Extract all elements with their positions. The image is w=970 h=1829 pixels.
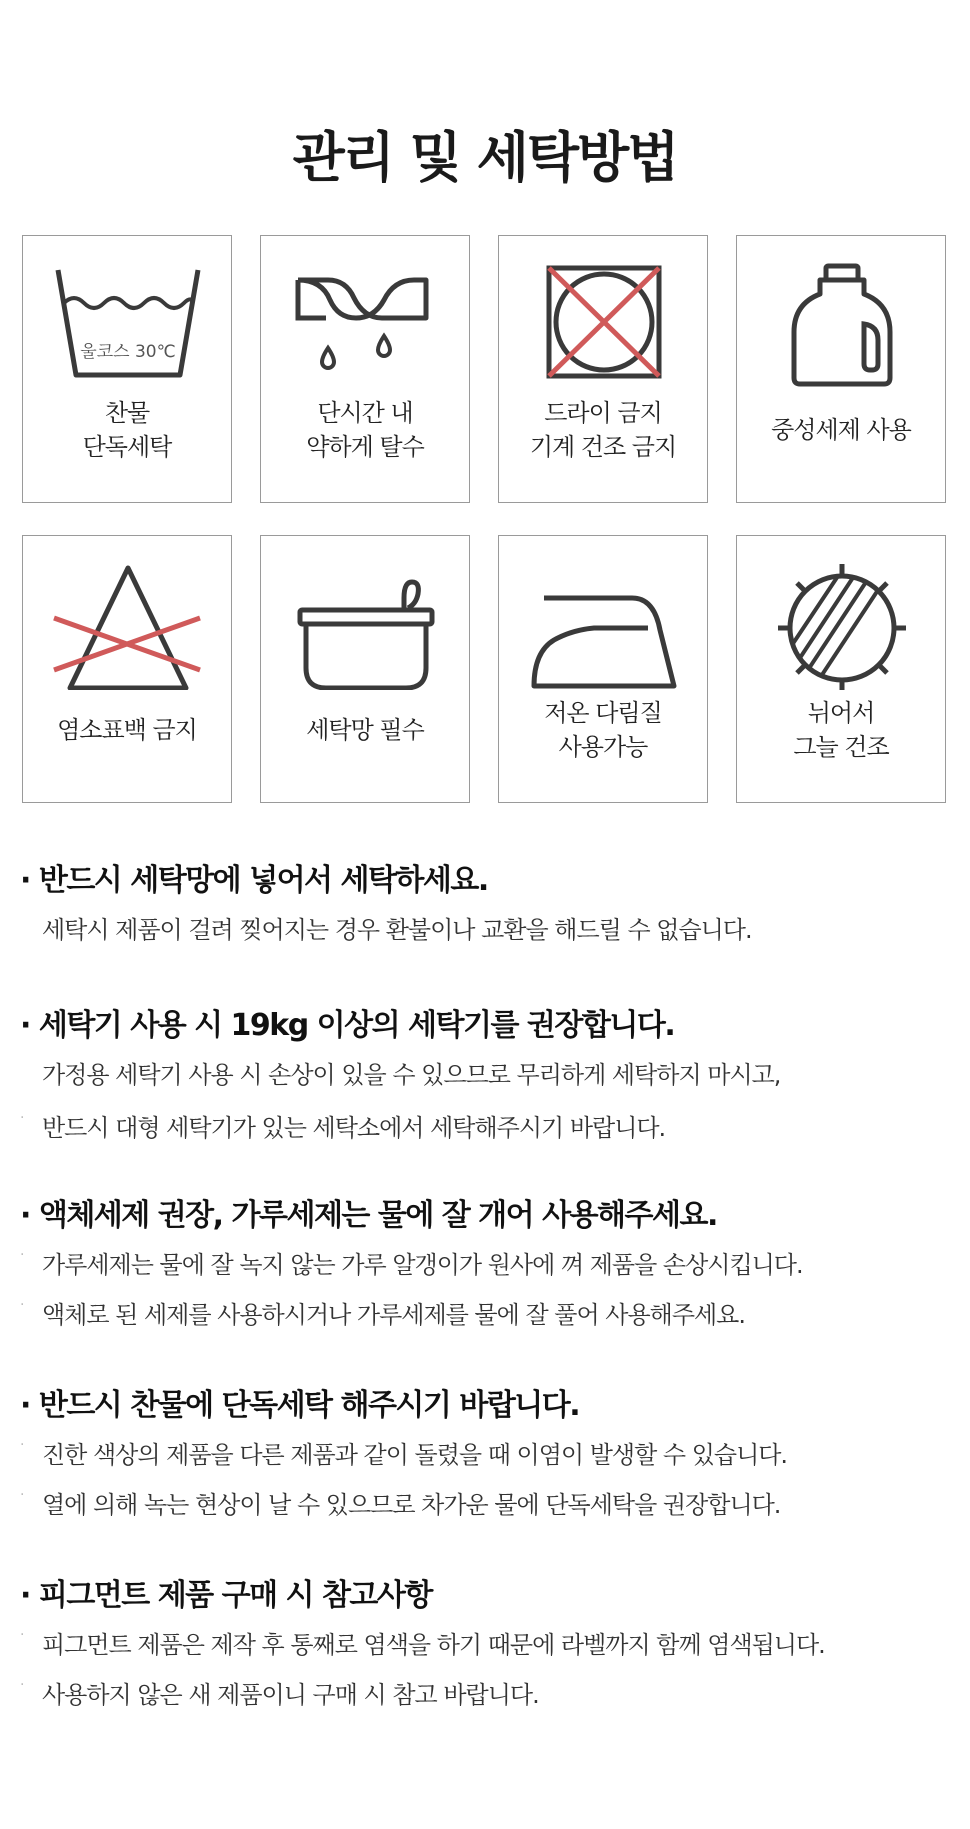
- card-label-line: 세탁망 필수: [306, 716, 424, 744]
- wash-tub-text: 울코스 30℃: [80, 342, 176, 362]
- card-label-line: 뉘어서: [807, 699, 875, 727]
- care-card-laundry-net: [260, 535, 470, 803]
- bullet-dot: ·: [20, 1110, 25, 1126]
- card-label-line: 염소표백 금지: [57, 716, 197, 744]
- note-line: 반드시 대형 세탁기가 있는 세탁소에서 세탁해주시기 바랍니다.: [42, 1114, 666, 1142]
- bullet-dot: ·: [20, 1297, 25, 1313]
- bullet-dot: ·: [20, 1487, 25, 1503]
- note-line: 액체로 된 세제를 사용하시거나 가루세제를 물에 잘 풀어 사용해주세요.: [42, 1301, 745, 1329]
- note-line: 세탁시 제품이 걸려 찢어지는 경우 환불이나 교환을 해드릴 수 없습니다.: [42, 916, 752, 944]
- care-card-neutral-detergent: [736, 235, 946, 503]
- card-label-line: 찬물: [104, 399, 150, 427]
- page-title: 관리 및 세탁방법: [292, 126, 678, 189]
- low-iron-icon: [524, 560, 684, 690]
- care-card-cold-wash: [22, 235, 232, 503]
- card-label-line: 저온 다림질: [544, 699, 662, 727]
- note-heading: · 반드시 찬물에 단독세탁 해주시기 바랍니다.: [20, 1388, 580, 1423]
- wring-icon: [286, 260, 446, 390]
- note-heading: · 피그먼트 제품 구매 시 참고사항: [20, 1578, 432, 1613]
- card-label-line: 약하게 탈수: [306, 433, 424, 461]
- card-label-line: 단독세탁: [82, 433, 172, 461]
- card-label-line: 그늘 건조: [793, 733, 889, 761]
- note-heading: · 세탁기 사용 시 19kg 이상의 세탁기를 권장합니다.: [20, 1008, 675, 1043]
- bullet-dot: ·: [20, 1677, 25, 1693]
- detergent-bottle-icon: [762, 260, 922, 390]
- care-card-no-dry: [498, 235, 708, 503]
- note-line: 진한 색상의 제품을 다른 제품과 같이 돌렸을 때 이염이 발생할 수 있습니다.: [42, 1441, 788, 1469]
- no-bleach-icon: [48, 560, 208, 690]
- note-line: 가루세제는 물에 잘 녹지 않는 가루 알갱이가 원사에 껴 제품을 손상시킵니다.: [42, 1251, 803, 1279]
- card-label-line: 기계 건조 금지: [529, 433, 677, 461]
- no-tumble-dry-icon: [524, 260, 684, 390]
- card-label-line: 드라이 금지: [544, 399, 662, 427]
- note-heading: · 반드시 세탁망에 넣어서 세탁하세요.: [20, 863, 488, 898]
- note-heading: · 액체세제 권장, 가루세제는 물에 잘 개어 사용해주세요.: [20, 1198, 717, 1233]
- bullet-dot: ·: [20, 1627, 25, 1643]
- wash-tub-icon: [48, 260, 208, 390]
- laundry-net-icon: [286, 560, 446, 690]
- care-card-gentle-wring: [260, 235, 470, 503]
- bullet-dot: ·: [20, 1437, 25, 1453]
- shade-dry-icon: [762, 560, 922, 690]
- note-line: 사용하지 않은 새 제품이니 구매 시 참고 바랍니다.: [42, 1681, 539, 1709]
- bullet-dot: ·: [20, 1247, 25, 1263]
- card-label-line: 중성세제 사용: [771, 416, 911, 444]
- note-line: 열에 의해 녹는 현상이 날 수 있으므로 차가운 물에 단독세탁을 권장합니다.: [42, 1491, 781, 1519]
- care-card-low-iron: [498, 535, 708, 803]
- card-label-line: 단시간 내: [317, 399, 413, 427]
- care-card-no-bleach: [22, 535, 232, 803]
- card-label-line: 사용가능: [558, 733, 648, 761]
- care-card-shade-dry: [736, 535, 946, 803]
- note-line: 가정용 세탁기 사용 시 손상이 있을 수 있으므로 무리하게 세탁하지 마시고,: [42, 1061, 781, 1089]
- care-icon-grid: [22, 235, 948, 805]
- note-line: 피그먼트 제품은 제작 후 통째로 염색을 하기 때문에 라벨까지 함께 염색됩니다.: [42, 1631, 825, 1659]
